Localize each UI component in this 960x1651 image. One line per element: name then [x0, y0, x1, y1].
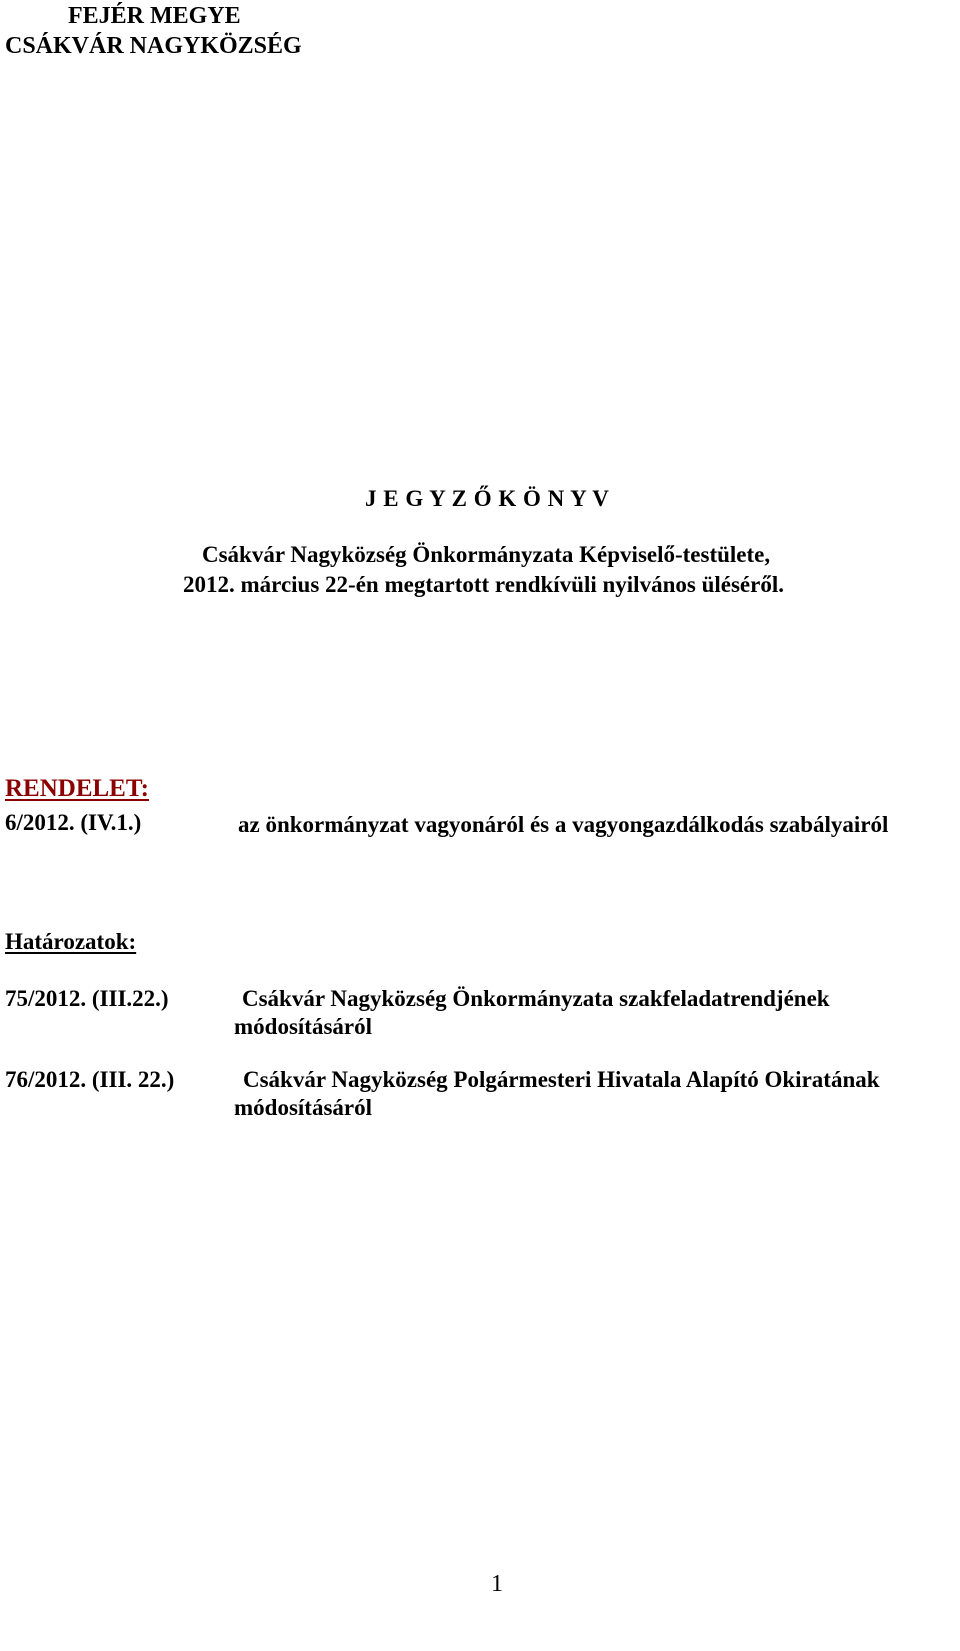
- document-subtitle-line2: 2012. március 22-én megtartott rendkívüli nyilvános üléséről.: [183, 572, 784, 597]
- municipality-name: CSÁKVÁR NAGYKÖZSÉG: [5, 33, 302, 59]
- hatarozat-description-line2: módosításáról: [234, 1095, 372, 1120]
- rendelet-heading: RENDELET:: [5, 775, 150, 802]
- rendelet-number: 6/2012. (IV.1.): [5, 810, 142, 835]
- document-subtitle-line1: Csákvár Nagyközség Önkormányzata Képviselő-testülete,: [202, 542, 771, 567]
- hatarozatok-heading: Határozatok:: [5, 929, 137, 954]
- page-number: 1: [491, 1571, 503, 1597]
- hatarozat-description-line2: módosításáról: [234, 1014, 372, 1039]
- document-title: J E G Y Z Ő K Ö N Y V: [365, 486, 610, 511]
- county-name: FEJÉR MEGYE: [68, 3, 241, 29]
- hatarozat-description-line1: Csákvár Nagyközség Polgármesteri Hivatala Alapító Okiratának: [243, 1067, 880, 1092]
- hatarozat-description-line1: Csákvár Nagyközség Önkormányzata szakfeladatrendjének: [242, 986, 830, 1011]
- rendelet-description: az önkormányzat vagyonáról és a vagyongazdálkodás szabályairól: [238, 812, 889, 837]
- hatarozat-number: 75/2012. (III.22.): [5, 986, 169, 1011]
- hatarozat-number: 76/2012. (III. 22.): [5, 1067, 175, 1092]
